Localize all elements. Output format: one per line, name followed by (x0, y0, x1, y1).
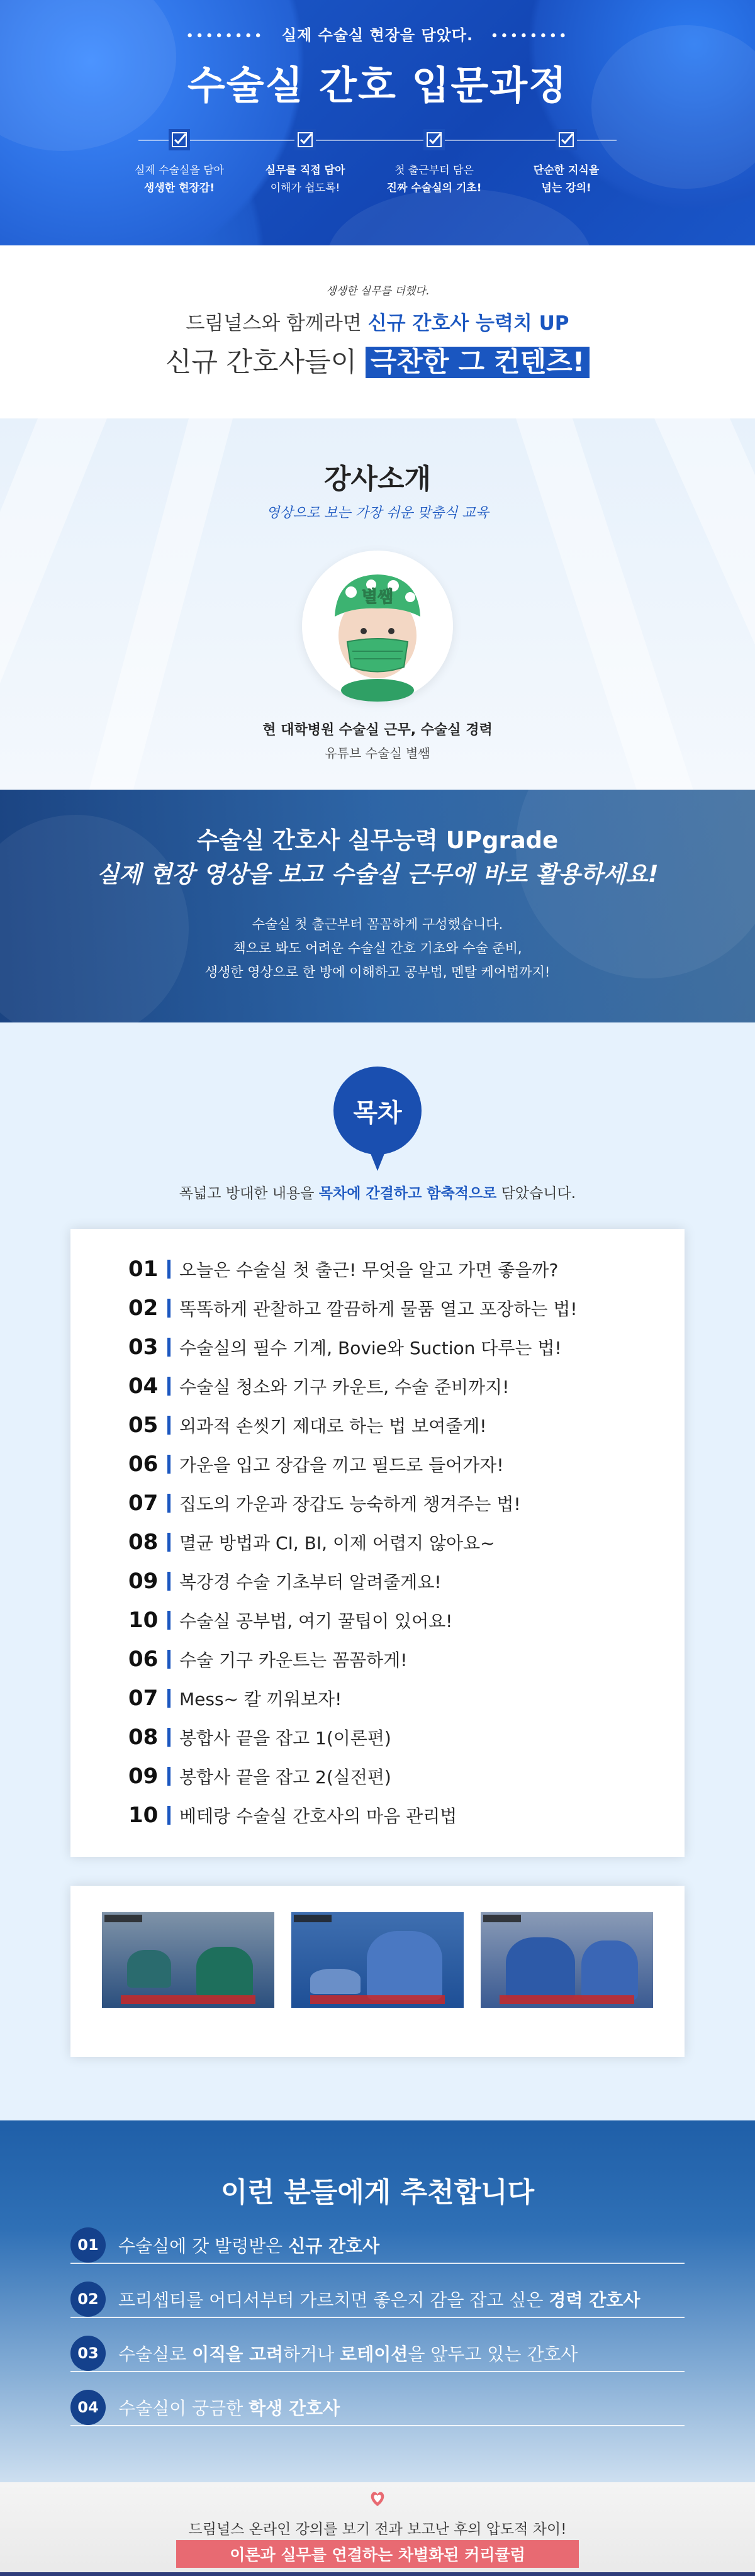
upgrade-section (0, 790, 755, 1022)
toc-item (128, 1603, 452, 1638)
recommend-text (118, 2341, 578, 2366)
recommend-text (118, 2395, 340, 2420)
feature-text-strong: 실무를 직접 담아 (265, 164, 345, 177)
toc-text: 베테랑 수술실 간호사의 마음 관리법 (179, 1806, 457, 1827)
recommend-section (0, 2120, 755, 2482)
toc-number: 06 (128, 1647, 159, 1672)
toc-item (128, 1720, 391, 1755)
toc-badge: 목차 (333, 1067, 422, 1155)
toc-number: 09 (128, 1569, 159, 1594)
toc-number: 05 (128, 1413, 159, 1438)
toc-item (128, 1447, 504, 1482)
recommend-text (118, 2287, 640, 2312)
instructor-script: 영상으로 보는 가장 쉬운 맞춤식 교육 (266, 505, 489, 521)
feature-text-strong: 넘는 강의! (541, 182, 591, 194)
feature-text: 실제 수술실을 담아 (134, 164, 225, 177)
feature-text-strong: 단순한 지식을 (533, 164, 600, 177)
toc-item (128, 1252, 558, 1287)
dots-decoration: •••••••• (186, 29, 264, 43)
toc-text: Mess~ 칼 끼워보자! (179, 1689, 342, 1710)
instructor-heading: 강사소개 (323, 463, 431, 495)
toc-item (128, 1369, 509, 1404)
toc-number: 10 (128, 1803, 159, 1828)
upgrade-subtitle: 실제 현장 영상을 보고 수술실 근무에 바로 활용하세요! (96, 861, 659, 888)
video-thumbnail[interactable] (291, 1912, 464, 2008)
feature-text: 첫 출근부터 담은 (394, 164, 474, 177)
svg-text:별쌤: 별쌤 (361, 588, 394, 607)
recommend-text-part: 프리셉티를 어디서부터 가르치면 좋은지 감을 잡고 싶은 (118, 2290, 549, 2310)
feature-item (123, 129, 236, 197)
intro-line2 (0, 341, 755, 379)
intro-line1-strong: 신규 간호사 능력치 UP (367, 312, 569, 335)
hero-banner (0, 0, 755, 245)
toc-item (128, 1564, 442, 1599)
instructor-channel: 유튜브 수술실 별쌤 (325, 746, 430, 761)
feature-text: 이해가 쉽도록! (270, 182, 340, 194)
footer-banner (0, 2482, 755, 2576)
toc-lead-text: 폭넓고 방대한 내용을 (179, 1185, 319, 1202)
toc-item (128, 1798, 457, 1833)
recommend-text-part: 수술실로 (118, 2344, 193, 2365)
feature-item (378, 129, 491, 197)
toc-number: 01 (128, 1257, 159, 1282)
checkbox-icon (423, 129, 445, 150)
recommend-strong: 이직을 고려 (192, 2344, 284, 2365)
recommend-number: 01 (70, 2227, 106, 2263)
toc-item (128, 1291, 578, 1326)
toc-number: 08 (128, 1530, 159, 1555)
toc-text: 수술실 공부법, 여기 꿀팁이 있어요! (179, 1611, 453, 1632)
intro-line1 (0, 307, 755, 335)
toc-lead-text: 담았습니다. (496, 1185, 576, 1202)
upgrade-title: 수술실 간호사 실무능력 UPgrade (196, 827, 559, 854)
toc-number: 07 (128, 1491, 159, 1516)
dreamnurse-logo-icon (367, 2487, 388, 2509)
toc-item (128, 1759, 391, 1794)
toc-item (128, 1642, 408, 1677)
toc-text: 외과적 손씻기 제대로 하는 법 보여줄게! (179, 1416, 487, 1436)
checkbox-icon (294, 129, 316, 150)
avatar (302, 551, 453, 702)
recommend-number: 03 (70, 2336, 106, 2371)
upgrade-desc: 수술실 첫 출근부터 꼼꼼하게 구성했습니다. (252, 917, 503, 932)
toc-item (128, 1408, 487, 1443)
instructor-career: 현 대학병원 수술실 근무, 수술실 경력 (262, 722, 493, 738)
toc-text: 집도의 가운과 장갑도 능숙하게 챙겨주는 법! (179, 1494, 521, 1515)
toc-number: 09 (128, 1764, 159, 1789)
recommend-strong: 로테이션 (340, 2344, 408, 2365)
toc-item (128, 1681, 342, 1716)
bottom-strip (0, 2572, 755, 2576)
toc-number: 02 (128, 1296, 159, 1321)
feature-item (510, 129, 623, 197)
recommend-strong: 신규 간호사 (288, 2236, 380, 2256)
recommend-text-part: 하거나 (283, 2344, 340, 2365)
dots-decoration: •••••••• (491, 29, 569, 43)
toc-text: 복강경 수술 기초부터 알려줄게요! (179, 1572, 442, 1593)
intro-line2-text: 신규 간호사들이 (165, 347, 366, 378)
checkbox-icon (556, 129, 577, 150)
toc-item (128, 1486, 521, 1521)
recommend-strong: 경력 간호사 (549, 2290, 640, 2310)
intro-highlight: 극찬한 그 컨텐츠! (366, 347, 590, 378)
intro-line1-text: 드림널스와 함께라면 (186, 312, 368, 335)
toc-item (128, 1330, 562, 1365)
toc-number: 08 (128, 1725, 159, 1750)
upgrade-desc: 책으로 봐도 어려운 수술실 간호 기초와 수술 준비, (233, 941, 522, 956)
feature-text-strong: 생생한 현장감! (143, 182, 215, 194)
toc-section (0, 1022, 755, 2120)
video-preview-strip (70, 1886, 685, 2057)
curriculum-banner[interactable]: 이론과 실무를 연결하는 차별화된 커리큘럼 (176, 2540, 579, 2568)
feature-item (249, 129, 362, 197)
toc-text: 봉합사 끝을 잡고 1(이론편) (179, 1728, 391, 1749)
toc-number: 03 (128, 1335, 159, 1360)
instructor-section (0, 418, 755, 790)
toc-text: 수술실 청소와 기구 카운트, 수술 준비까지! (179, 1377, 510, 1397)
toc-text: 멸균 방법과 CI, BI, 이제 어렵지 않아요~ (179, 1533, 495, 1554)
hero-subtitle (0, 23, 755, 45)
toc-text: 똑똑하게 관찰하고 깔끔하게 물품 열고 포장하는 법! (179, 1299, 578, 1319)
intro-section (0, 245, 755, 418)
toc-number: 07 (128, 1686, 159, 1711)
toc-item (128, 1525, 495, 1560)
toc-lead (0, 1182, 755, 1202)
toc-number: 06 (128, 1452, 159, 1477)
recommend-item (70, 2390, 685, 2426)
intro-script: 생생한 실무를 더했다. (325, 285, 429, 298)
video-thumbnail[interactable] (102, 1912, 274, 2008)
toc-list (70, 1229, 685, 1857)
recommend-number: 04 (70, 2390, 106, 2425)
recommend-text-part: 수술실에 갓 발령받은 (118, 2236, 289, 2256)
footer-tagline: 드림널스 온라인 강의를 보기 전과 보고난 후의 압도적 차이! (188, 2521, 567, 2538)
toc-number: 10 (128, 1608, 159, 1633)
recommend-item (70, 2227, 685, 2264)
recommend-text-part: 수술실이 궁금한 (118, 2398, 249, 2419)
toc-text: 수술 기구 카운트는 꼼꼼하게! (179, 1650, 408, 1671)
nurse-avatar-icon (302, 551, 453, 702)
video-thumbnail[interactable] (481, 1912, 653, 2008)
recommend-item (70, 2336, 685, 2372)
recommend-heading: 이런 분들에게 추천합니다 (220, 2176, 535, 2209)
hero-title: 수술실 간호 입문과정 (187, 62, 568, 108)
toc-text: 가운을 입고 장갑을 끼고 필드로 들어가자! (179, 1455, 504, 1476)
recommend-strong: 학생 간호사 (249, 2398, 340, 2419)
toc-number: 04 (128, 1374, 159, 1399)
recommend-text (118, 2232, 379, 2258)
feature-text-strong: 진짜 수술실의 기초! (386, 182, 482, 194)
hero-subtitle-text: 실제 수술실 현장을 담았다. (281, 26, 474, 44)
toc-text: 수술실의 필수 기계, Bovie와 Suction 다루는 법! (179, 1338, 562, 1358)
recommend-text-part: 을 앞두고 있는 간호사 (408, 2344, 578, 2365)
upgrade-desc: 생생한 영상으로 한 방에 이해하고 공부법, 멘탈 케어법까지! (204, 965, 551, 980)
recommend-number: 02 (70, 2282, 106, 2317)
toc-text: 오늘은 수술실 첫 출근! 무엇을 알고 가면 좋을까? (179, 1260, 559, 1280)
checkbox-icon (169, 129, 190, 150)
toc-lead-strong: 목차에 간결하고 함축적으로 (318, 1185, 497, 1202)
recommend-item (70, 2282, 685, 2318)
toc-text: 봉합사 끝을 잡고 2(실전편) (179, 1767, 391, 1788)
